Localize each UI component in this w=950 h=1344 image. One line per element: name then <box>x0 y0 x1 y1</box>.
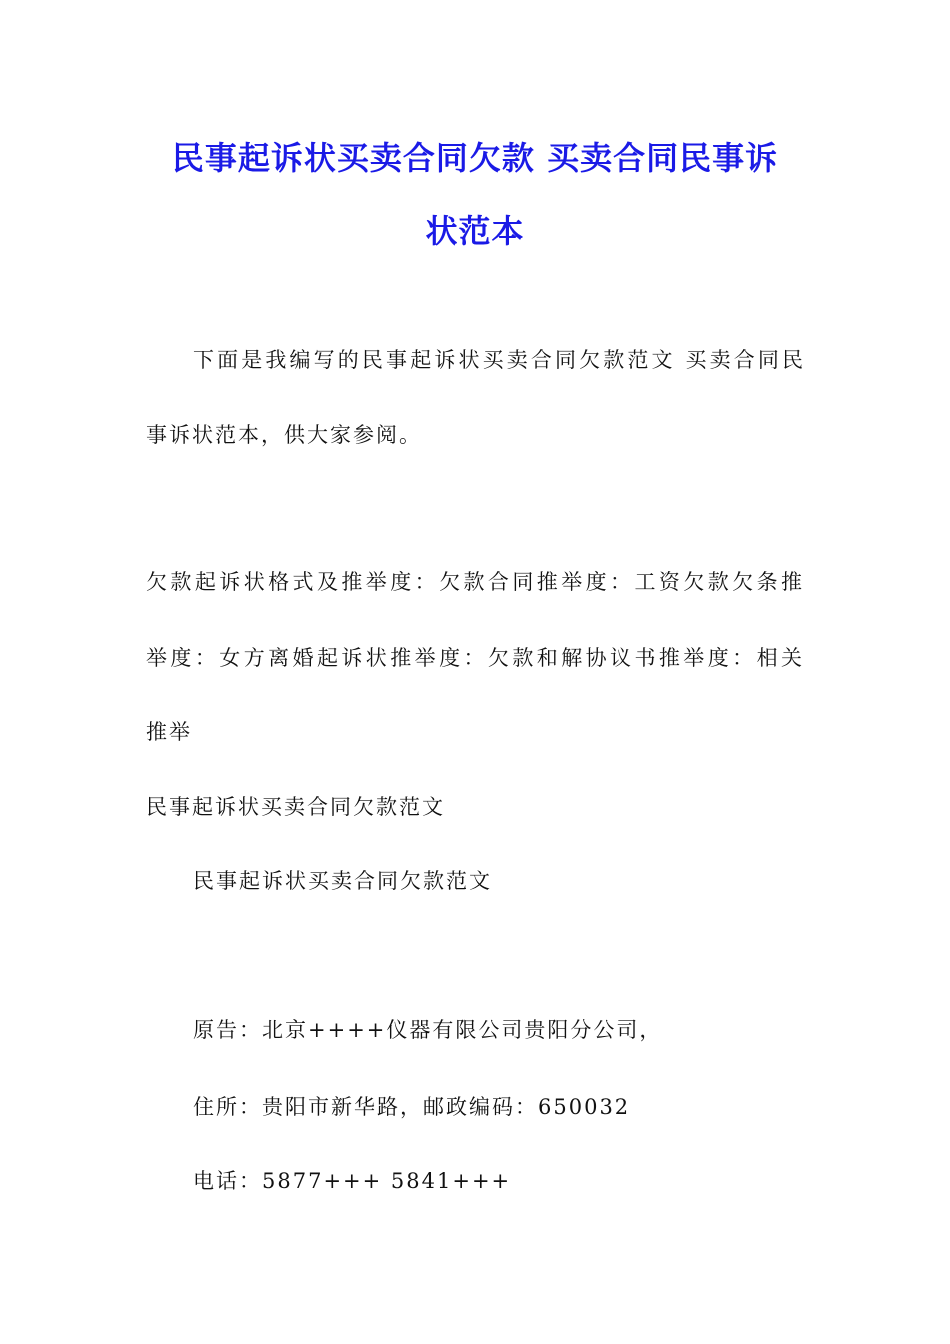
phone-line: 电话：5877+++ 5841+++ <box>193 1169 512 1193</box>
plaintiff-line: 原告：北京++++仪器有限公司贵阳分公司， <box>193 1018 663 1042</box>
intro-paragraph-line-1: 下面是我编写的民事起诉状买卖合同欠款范文 买卖合同民 <box>193 348 803 372</box>
document-title-line-2: 状范本 <box>425 212 525 250</box>
recommend-line-2: 举度：女方离婚起诉状推举度：欠款和解协议书推举度：相关 <box>146 646 802 670</box>
recommend-line-3: 推举 <box>146 720 192 744</box>
intro-paragraph-line-2: 事诉状范本，供大家参阅。 <box>146 423 422 447</box>
address-line: 住所：贵阳市新华路，邮政编码：650032 <box>193 1095 631 1119</box>
recommend-line-1: 欠款起诉状格式及推举度：欠款合同推举度：工资欠款欠条推 <box>146 570 802 594</box>
section-heading: 民事起诉状买卖合同欠款范文 <box>146 795 445 819</box>
document-title-line-1: 民事起诉状买卖合同欠款 买卖合同民事诉 <box>171 139 779 177</box>
section-subheading: 民事起诉状买卖合同欠款范文 <box>193 869 492 893</box>
